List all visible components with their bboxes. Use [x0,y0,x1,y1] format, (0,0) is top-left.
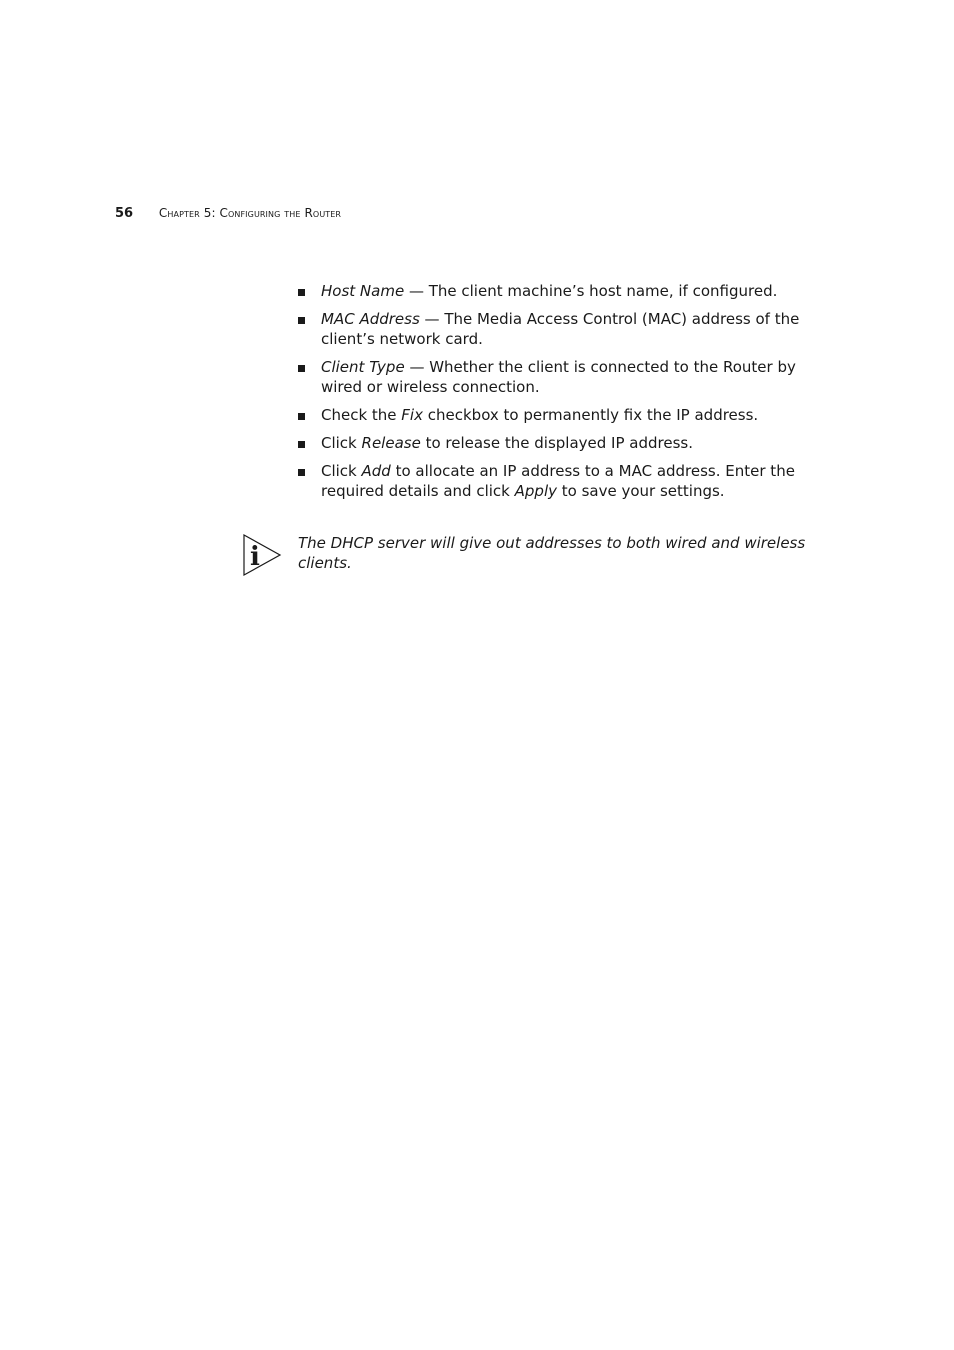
list-item: Click Add to allocate an IP address to a MAC address. Enter the required details and click Apply to save your settings. [297,461,827,501]
term: Fix [401,406,423,424]
bullet-square-icon [298,317,305,324]
note-text: The DHCP server will give out addresses to both wired and wireless clients. [298,534,806,572]
bullet-square-icon [298,469,305,476]
list-item: Host Name — The client machine’s host name, if configured. [297,281,827,301]
list-item: MAC Address — The Media Access Control (MAC) address of the client’s network card. [297,309,827,349]
term: Apply [514,482,557,500]
term: Host Name [321,282,405,300]
term: Release [361,434,421,452]
field-description-list [297,281,827,509]
bullet-square-icon [298,413,305,420]
term: MAC Address [321,310,420,328]
svg-text:i: i [250,542,260,572]
list-item: Click Release to release the displayed IP address. [297,433,827,453]
info-icon [242,533,282,577]
list-item: Check the Fix checkbox to permanently fix the IP address. [297,405,827,425]
page-number: 56 [115,206,134,221]
note-block [242,533,842,583]
bullet-square-icon [298,289,305,296]
chapter-title: Chapter 5: Configuring the Router [158,206,342,220]
term: Add [361,462,391,480]
bullet-square-icon [298,441,305,448]
list-item: Client Type — Whether the client is connected to the Router by wired or wireless connection. [297,357,827,397]
term: Client Type [321,358,405,376]
running-header [115,205,341,222]
bullet-square-icon [298,365,305,372]
